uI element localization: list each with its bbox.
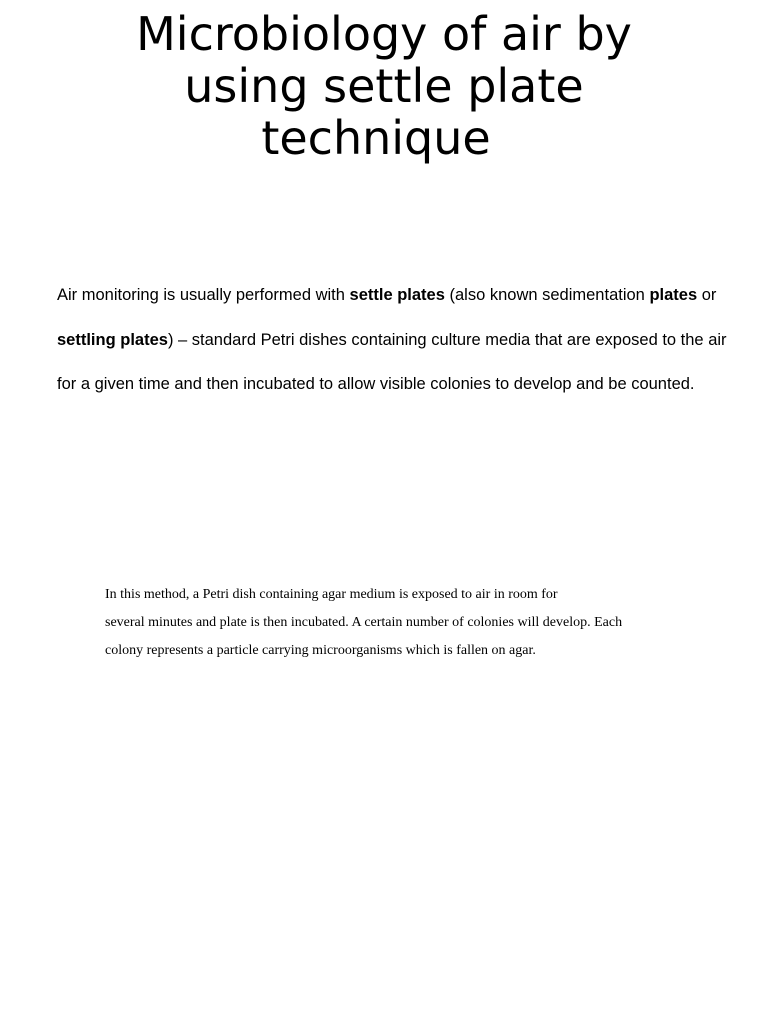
method-line-1: In this method, a Petri dish containing agar medium is exposed to air in room for [105,587,558,602]
title-line-1: Microbiology of air by [136,7,632,61]
intro-bold-plates: plates [649,286,698,304]
method-line-2: several minutes and plate is then incubated. A certain number of colonies will develop. Each [105,615,623,630]
intro-text-3: or [697,286,717,304]
title-line-2: using settle plate [184,59,584,113]
intro-text-2: (also known sedimentation [444,286,650,304]
method-line-3: colony represents a particle carrying microorganisms which is fallen on agar. [105,643,536,658]
intro-text-1: Air monitoring is usually performed with [57,286,350,304]
intro-text-4: ) – standard Petri dishes containing culture media that are exposed to the air for a given time and then incubated to allow visible colonies to develop and be counted. [57,330,727,393]
intro-bold-settling-plates: settling plates [57,330,168,349]
intro-bold-settle-plates: settle plates [349,286,445,304]
title-line-3: technique [261,111,491,165]
intro-paragraph [57,273,747,435]
method-paragraph [105,581,705,665]
document-title [0,8,768,164]
